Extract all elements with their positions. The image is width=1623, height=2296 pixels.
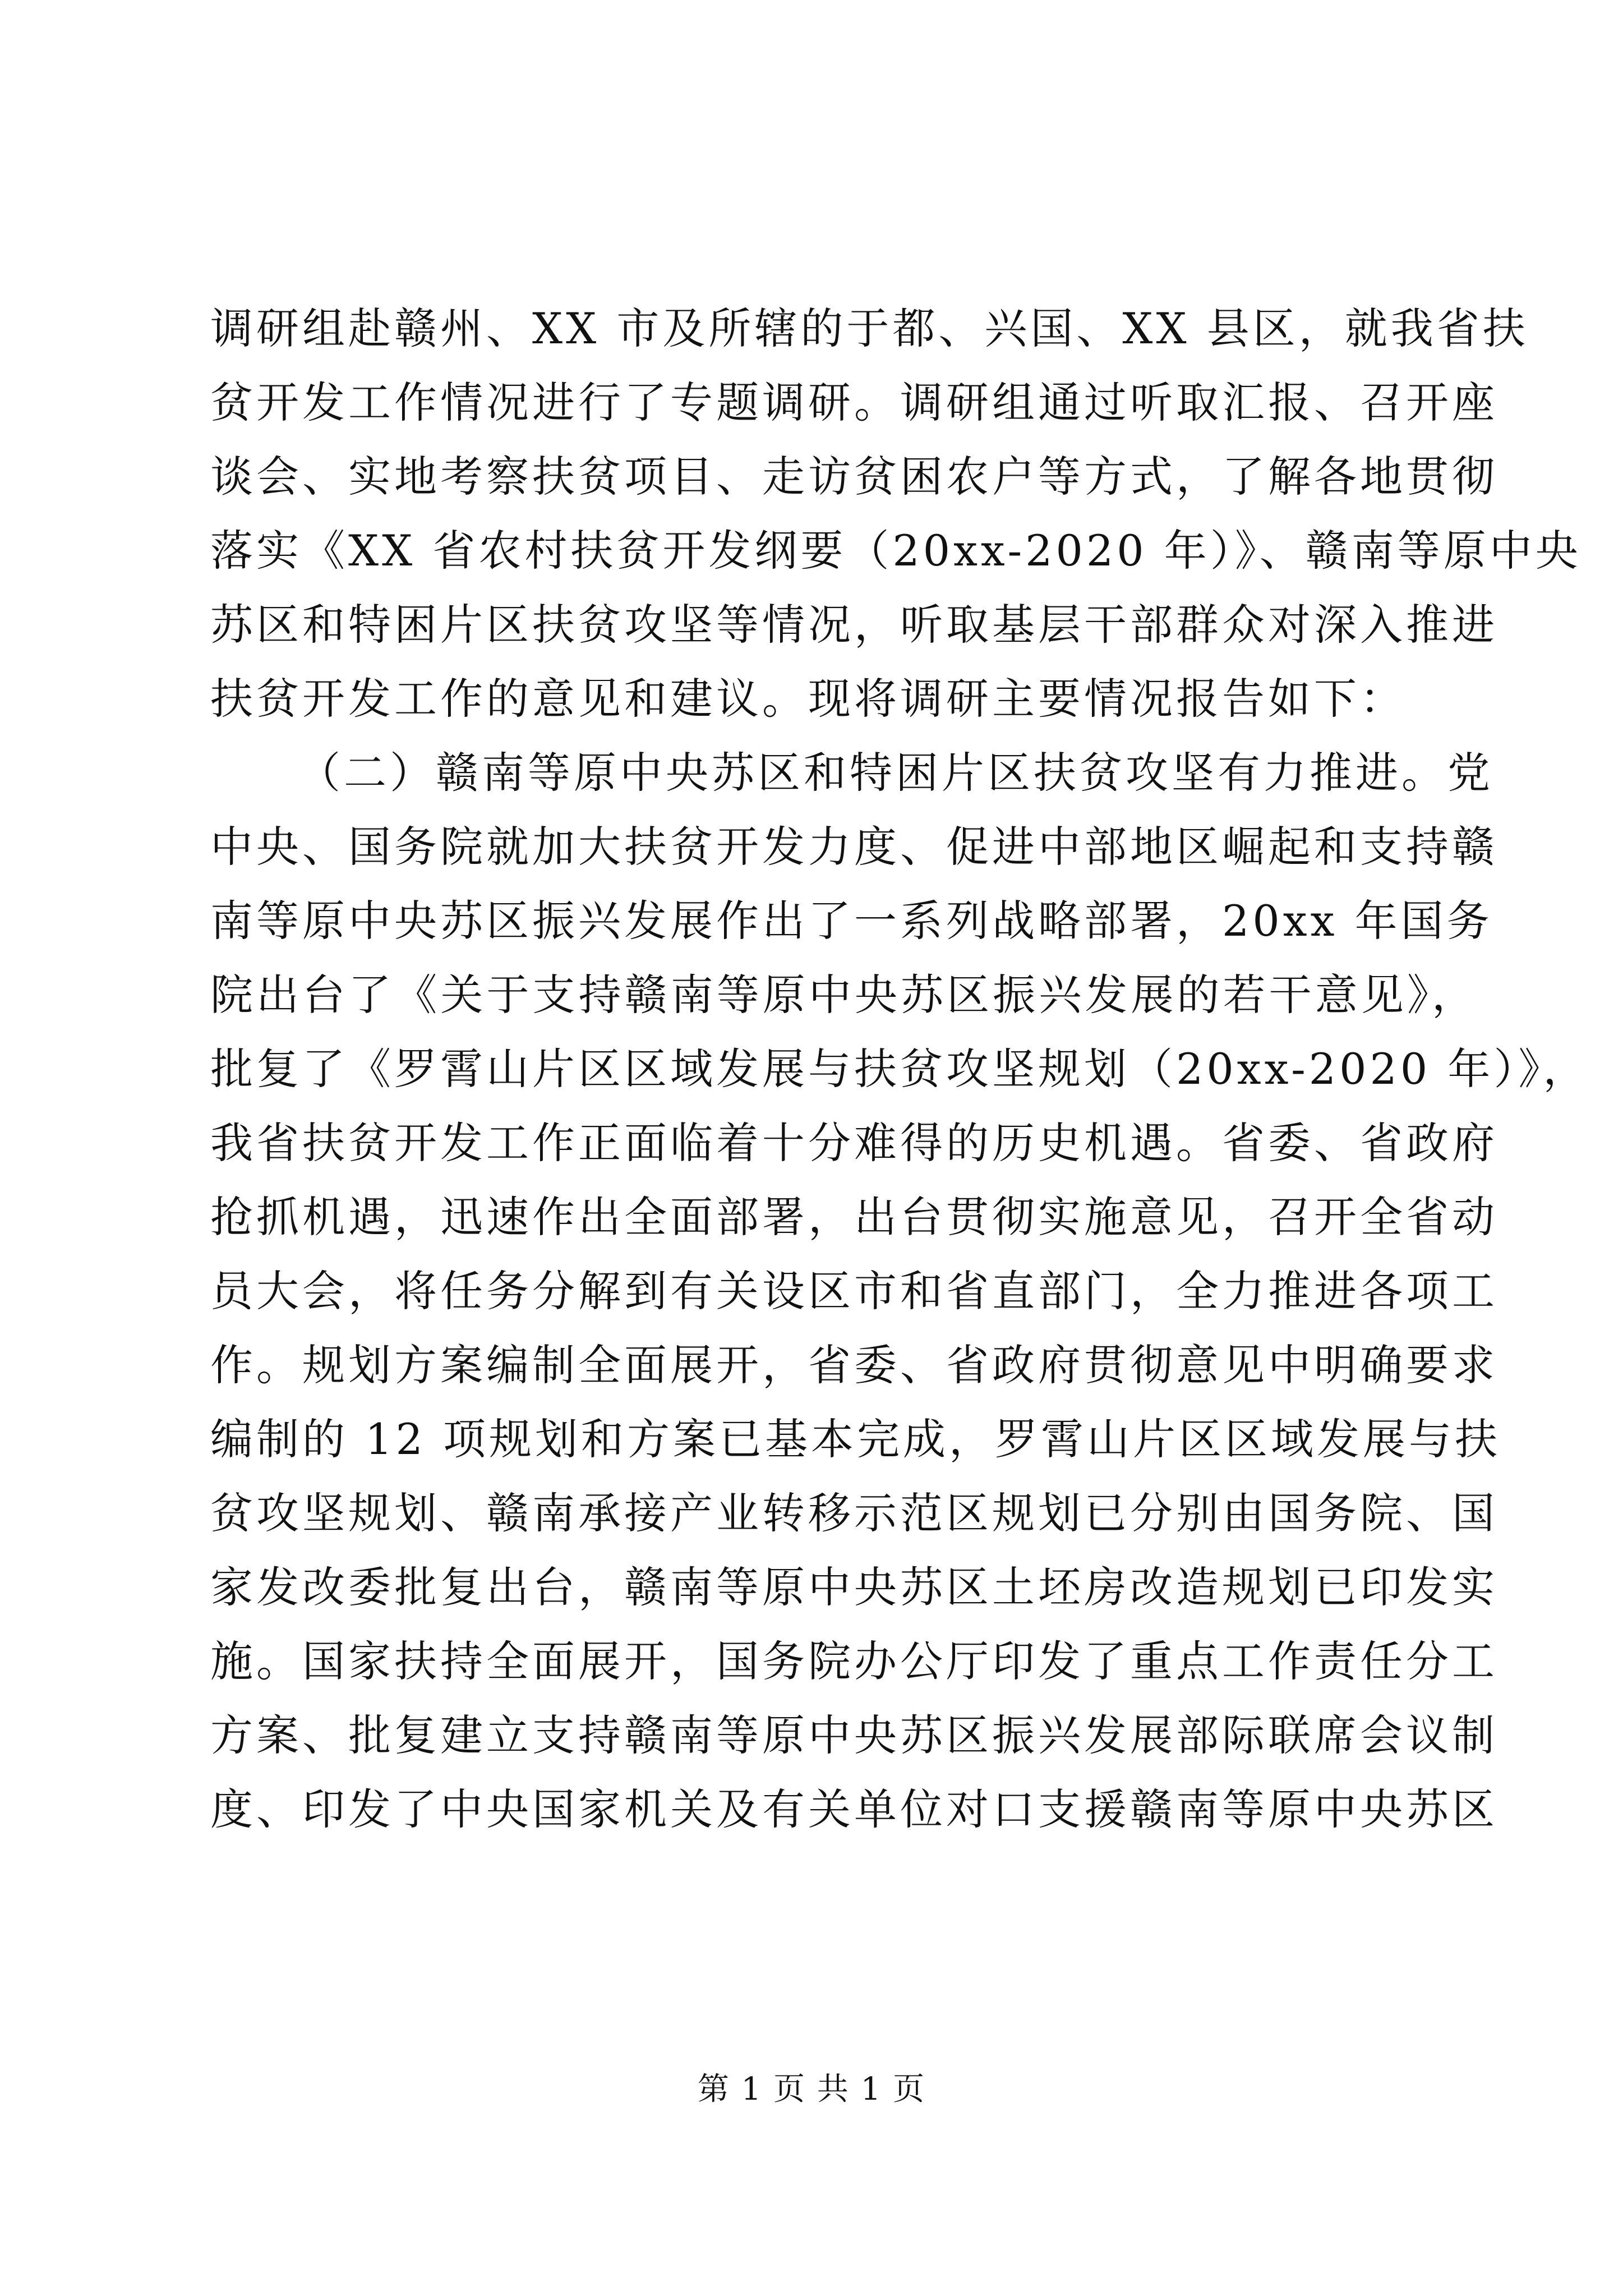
text-line: 院出台了《关于支持赣南等原中央苏区振兴发展的若干意见》， <box>210 970 1478 1020</box>
document-body <box>210 292 1589 1847</box>
text-line: 贫攻坚规划、赣南承接产业转移示范区规划已分别由国务院、国 <box>210 1488 1498 1538</box>
text-line: 贫开发工作情况进行了专题调研。调研组通过听取汇报、召开座 <box>210 378 1498 427</box>
text-line: 落实《XX 省农村扶贫开发纲要（20xx-2020 年）》、赣南等原中央 <box>210 526 1581 576</box>
text-line: 方案、批复建立支持赣南等原中央苏区振兴发展部际联席会议制 <box>210 1710 1498 1760</box>
text-line: 作。规划方案编制全面展开，省委、省政府贯彻意见中明确要求 <box>210 1340 1498 1390</box>
text-line: 批复了《罗霄山片区区域发展与扶贫攻坚规划（20xx-2020 年）》， <box>210 1044 1589 1094</box>
text-line: 抢抓机遇，迅速作出全面部署，出台贯彻实施意见，召开全省动 <box>210 1192 1498 1242</box>
text-line: 南等原中央苏区振兴发展作出了一系列战略部署，20xx 年国务 <box>210 896 1493 946</box>
text-line: 员大会，将任务分解到有关设区市和省直部门，全力推进各项工 <box>210 1266 1498 1316</box>
text-line: 谈会、实地考察扶贫项目、走访贫困农户等方式，了解各地贯彻 <box>210 452 1498 501</box>
text-line: 扶贫开发工作的意见和建议。现将调研主要情况报告如下： <box>210 674 1406 724</box>
page-number-label: 第 1 页 共 1 页 <box>697 2071 926 2108</box>
text-line: 家发改委批复出台，赣南等原中央苏区土坯房改造规划已印发实 <box>210 1562 1498 1612</box>
page-footer <box>0 2064 1623 2109</box>
text-line: 调研组赴赣州、XX 市及所辖的于都、兴国、XX 县区，就我省扶 <box>210 303 1529 353</box>
text-line: 度、印发了中央国家机关及有关单位对口支援赣南等原中央苏区 <box>210 1784 1498 1834</box>
text-line: 施。国家扶持全面展开，国务院办公厅印发了重点工作责任分工 <box>210 1636 1498 1686</box>
section-heading-line: （二）赣南等原中央苏区和特困片区扶贫攻坚有力推进。党 <box>298 748 1493 798</box>
text-line: 我省扶贫开发工作正面临着十分难得的历史机遇。省委、省政府 <box>210 1118 1498 1168</box>
text-line: 苏区和特困片区扶贫攻坚等情况，听取基层干部群众对深入推进 <box>210 600 1498 650</box>
text-line: 编制的 12 项规划和方案已基本完成，罗霄山片区区域发展与扶 <box>210 1414 1501 1464</box>
text-line: 中央、国务院就加大扶贫开发力度、促进中部地区崛起和支持赣 <box>210 822 1498 872</box>
